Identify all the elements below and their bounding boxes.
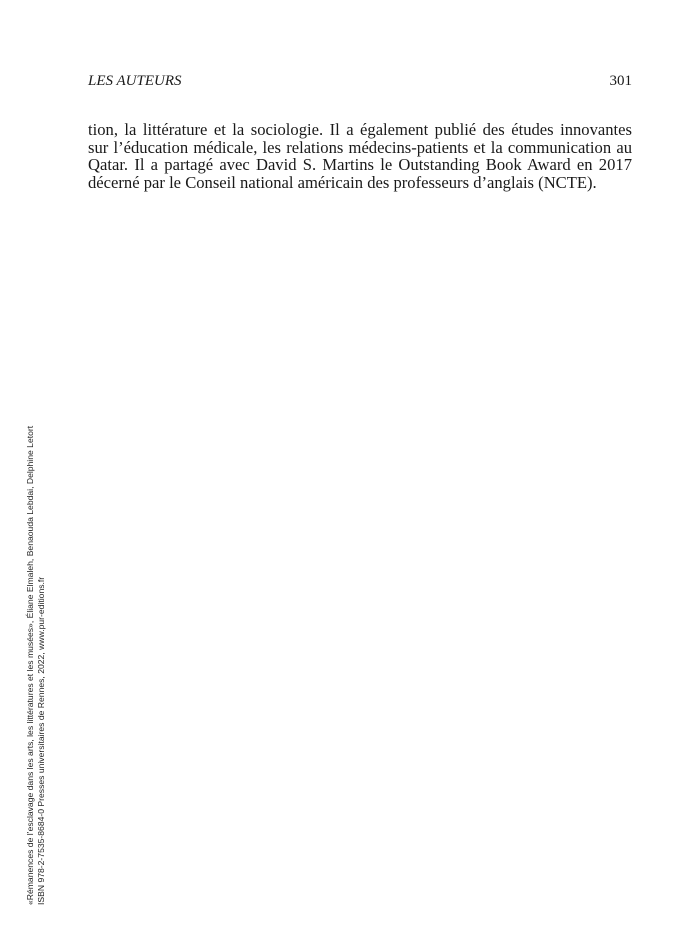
body-paragraph <box>88 121 632 191</box>
text-line: décerné par le Conseil national américain des professeurs d’anglais (NCTE). <box>88 172 597 192</box>
text-line: Qatar. Il a partagé avec David S. Martins le Outstanding Book Award en 2017 <box>88 155 632 175</box>
page-number: 301 <box>609 73 632 89</box>
running-title: LES AUTEURS <box>88 73 182 89</box>
page-header <box>88 73 632 93</box>
text-line: sur l’éducation médicale, les relations médecins-patients et la communication au <box>88 137 632 157</box>
side-notice-title: «Rémanences de l’esclavage dans les arts, les littératures et les musées», Éliane Elmaleh, Benaouda Lebdai, Delphine Letort <box>25 425 35 905</box>
text-line: tion, la littérature et la sociologie. Il a également publié des études innovantes <box>88 120 632 139</box>
side-notice-isbn: ISBN 978-2-7535-8684-0 Presses universitaires de Rennes, 2022, www.pur-editions.fr <box>35 576 46 905</box>
copyright-side-notice <box>25 426 46 905</box>
